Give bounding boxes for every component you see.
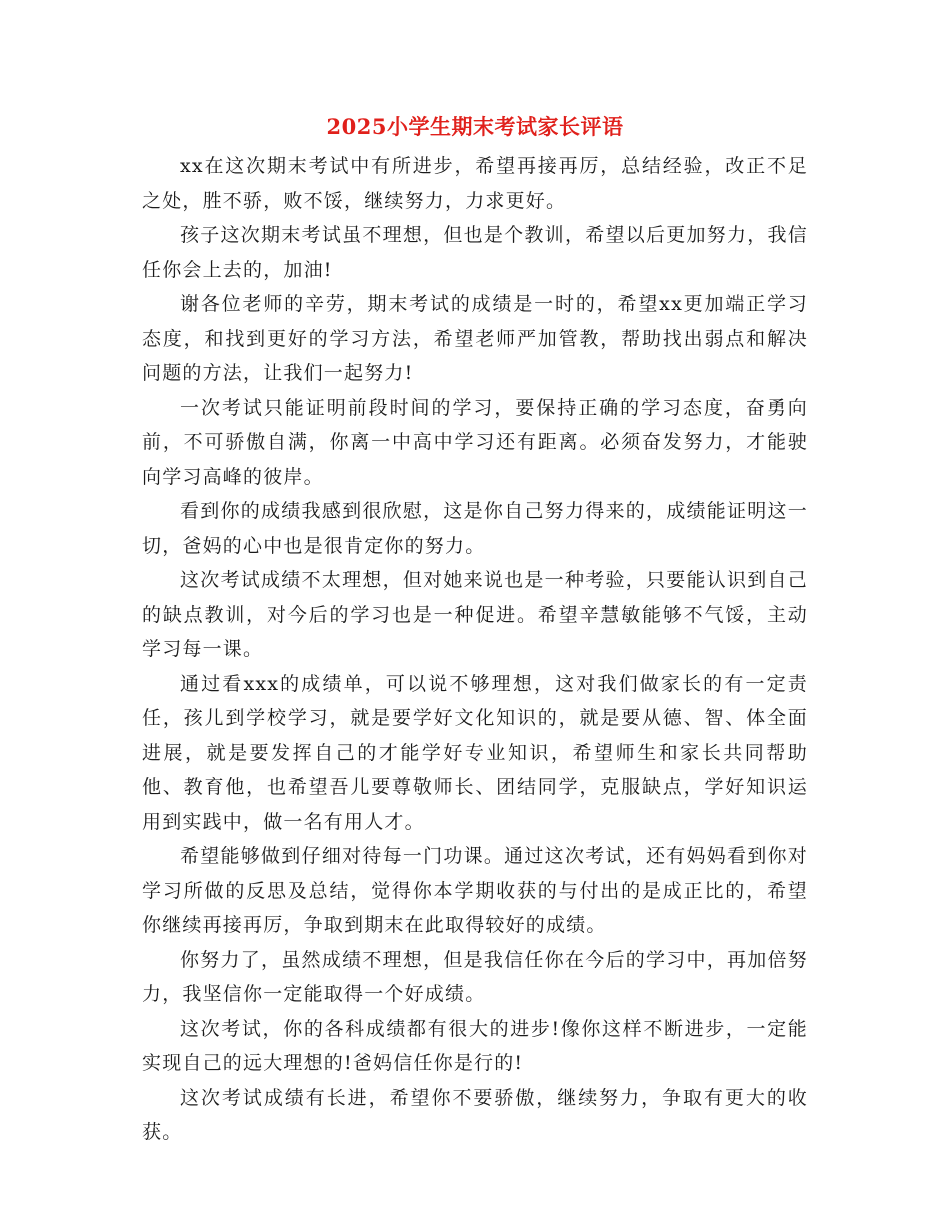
paragraph-8: 希望能够做到仔细对待每一门功课。通过这次考试，还有妈妈看到你对学习所做的反思及总结，觉得你本学期收获的与付出的是成正比的，希望你继续再接再厉，争取到期末在此取得较好的成绩。 [142,845,808,936]
document-body [142,149,808,1150]
paragraph-4: 一次考试只能证明前段时间的学习，要保持正确的学习态度，奋勇向前，不可骄傲自满，你离一中高中学习还有距离。必须奋发努力，才能驶向学习高峰的彼岸。 [142,396,808,488]
paragraph-2: 孩子这次期末考试虽不理想，但也是个教训，希望以后更加努力，我信任你会上去的，加油! [142,224,808,281]
paragraph-7: 通过看xxx的成绩单，可以说不够理想，这对我们做家长的有一定责任，孩儿到学校学习，就是要学好文化知识的，就是要从德、智、体全面进展，就是要发挥自己的才能学好专业知识，希望师生和家长共同帮助他、教育他，也希望吾儿要尊敬师长、团结同学，克服缺点，学好知识运用到实践中，做一名有用人才。 [142,672,808,833]
paragraph-6: 这次考试成绩不太理想，但对她来说也是一种考验，只要能认识到自己的缺点教训，对今后的学习也是一种促进。希望辛慧敏能够不气馁，主动学习每一课。 [142,569,808,660]
paragraph-10: 这次考试，你的各科成绩都有很大的进步!像你这样不断进步，一定能实现自己的远大理想的!爸妈信任你是行的! [142,1017,808,1074]
document-title: 2025小学生期末考试家长评语 [326,114,624,139]
paragraph-3: 谢各位老师的辛劳，期末考试的成绩是一时的，希望xx更加端正学习态度，和找到更好的学习方法，希望老师严加管教，帮助找出弱点和解决问题的方法，让我们一起努力! [142,293,808,384]
paragraph-5: 看到你的成绩我感到很欣慰，这是你自己努力得来的，成绩能证明这一切，爸妈的心中也是很肯定你的努力。 [142,500,808,557]
paragraph-11: 这次考试成绩有长进，希望你不要骄傲，继续努力，争取有更大的收获。 [142,1086,808,1143]
paragraph-9: 你努力了，虽然成绩不理想，但是我信任你在今后的学习中，再加倍努力，我坚信你一定能取得一个好成绩。 [142,948,808,1005]
paragraph-1: xx在这次期末考试中有所进步，希望再接再厉，总结经验，改正不足之处，胜不骄，败不馁，继续努力，力求更好。 [142,155,808,212]
